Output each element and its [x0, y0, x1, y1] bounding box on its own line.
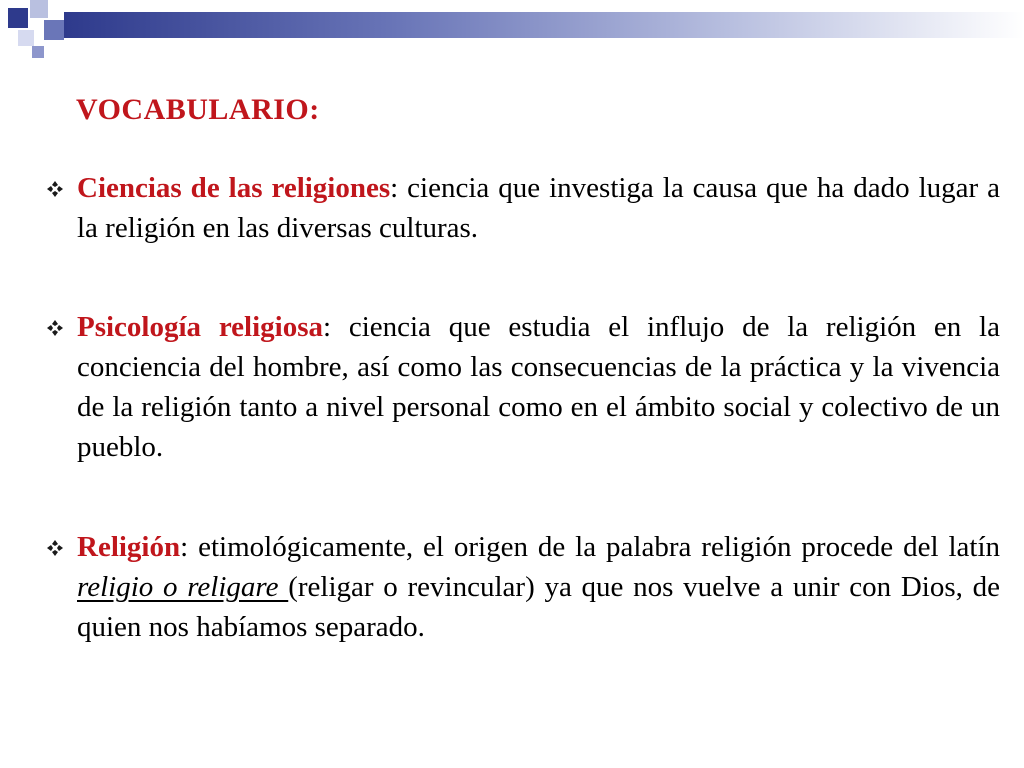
deco-square-dark	[8, 8, 28, 28]
item-text	[77, 527, 1000, 647]
deco-gradient-bar	[64, 12, 1024, 38]
deco-square-pale	[18, 30, 34, 46]
diamond-bullet-icon	[46, 180, 64, 198]
list-item	[46, 527, 1000, 647]
slide-title: VOCABULARIO:	[76, 93, 320, 126]
term-label: Religión	[77, 531, 181, 563]
term-definition-continued: (religar o revincular) ya que nos vuelve a unir con Dios, de quien nos habíamos separado.	[77, 571, 1000, 643]
diamond-bullet-icon	[46, 539, 64, 557]
term-definition: : etimológicamente, el origen de la palabra religión procede del latín	[180, 531, 1000, 563]
header-decoration	[0, 0, 1024, 70]
term-definition: : ciencia que investiga la causa que ha dado lugar a la religión en las diversas culturas.	[77, 172, 1000, 244]
term-definition: : ciencia que estudia el influjo de la religión en la conciencia del hombre, así como las consecuencias de la práctica y la vivencia de la religión tanto a nivel personal como en el ámbito social y colectivo de un pueblo.	[77, 311, 1000, 463]
term-label: Ciencias de las religiones	[77, 172, 391, 204]
item-text	[77, 307, 1000, 467]
diamond-bullet-icon	[46, 319, 64, 337]
list-item	[46, 168, 1000, 248]
item-text	[77, 168, 1000, 248]
deco-square-light	[30, 0, 48, 18]
term-label: Psicología religiosa	[77, 311, 323, 343]
deco-square-small	[32, 46, 44, 58]
list-item	[46, 307, 1000, 467]
latin-term: religio o religare	[77, 571, 289, 603]
deco-square-mid	[44, 20, 64, 40]
